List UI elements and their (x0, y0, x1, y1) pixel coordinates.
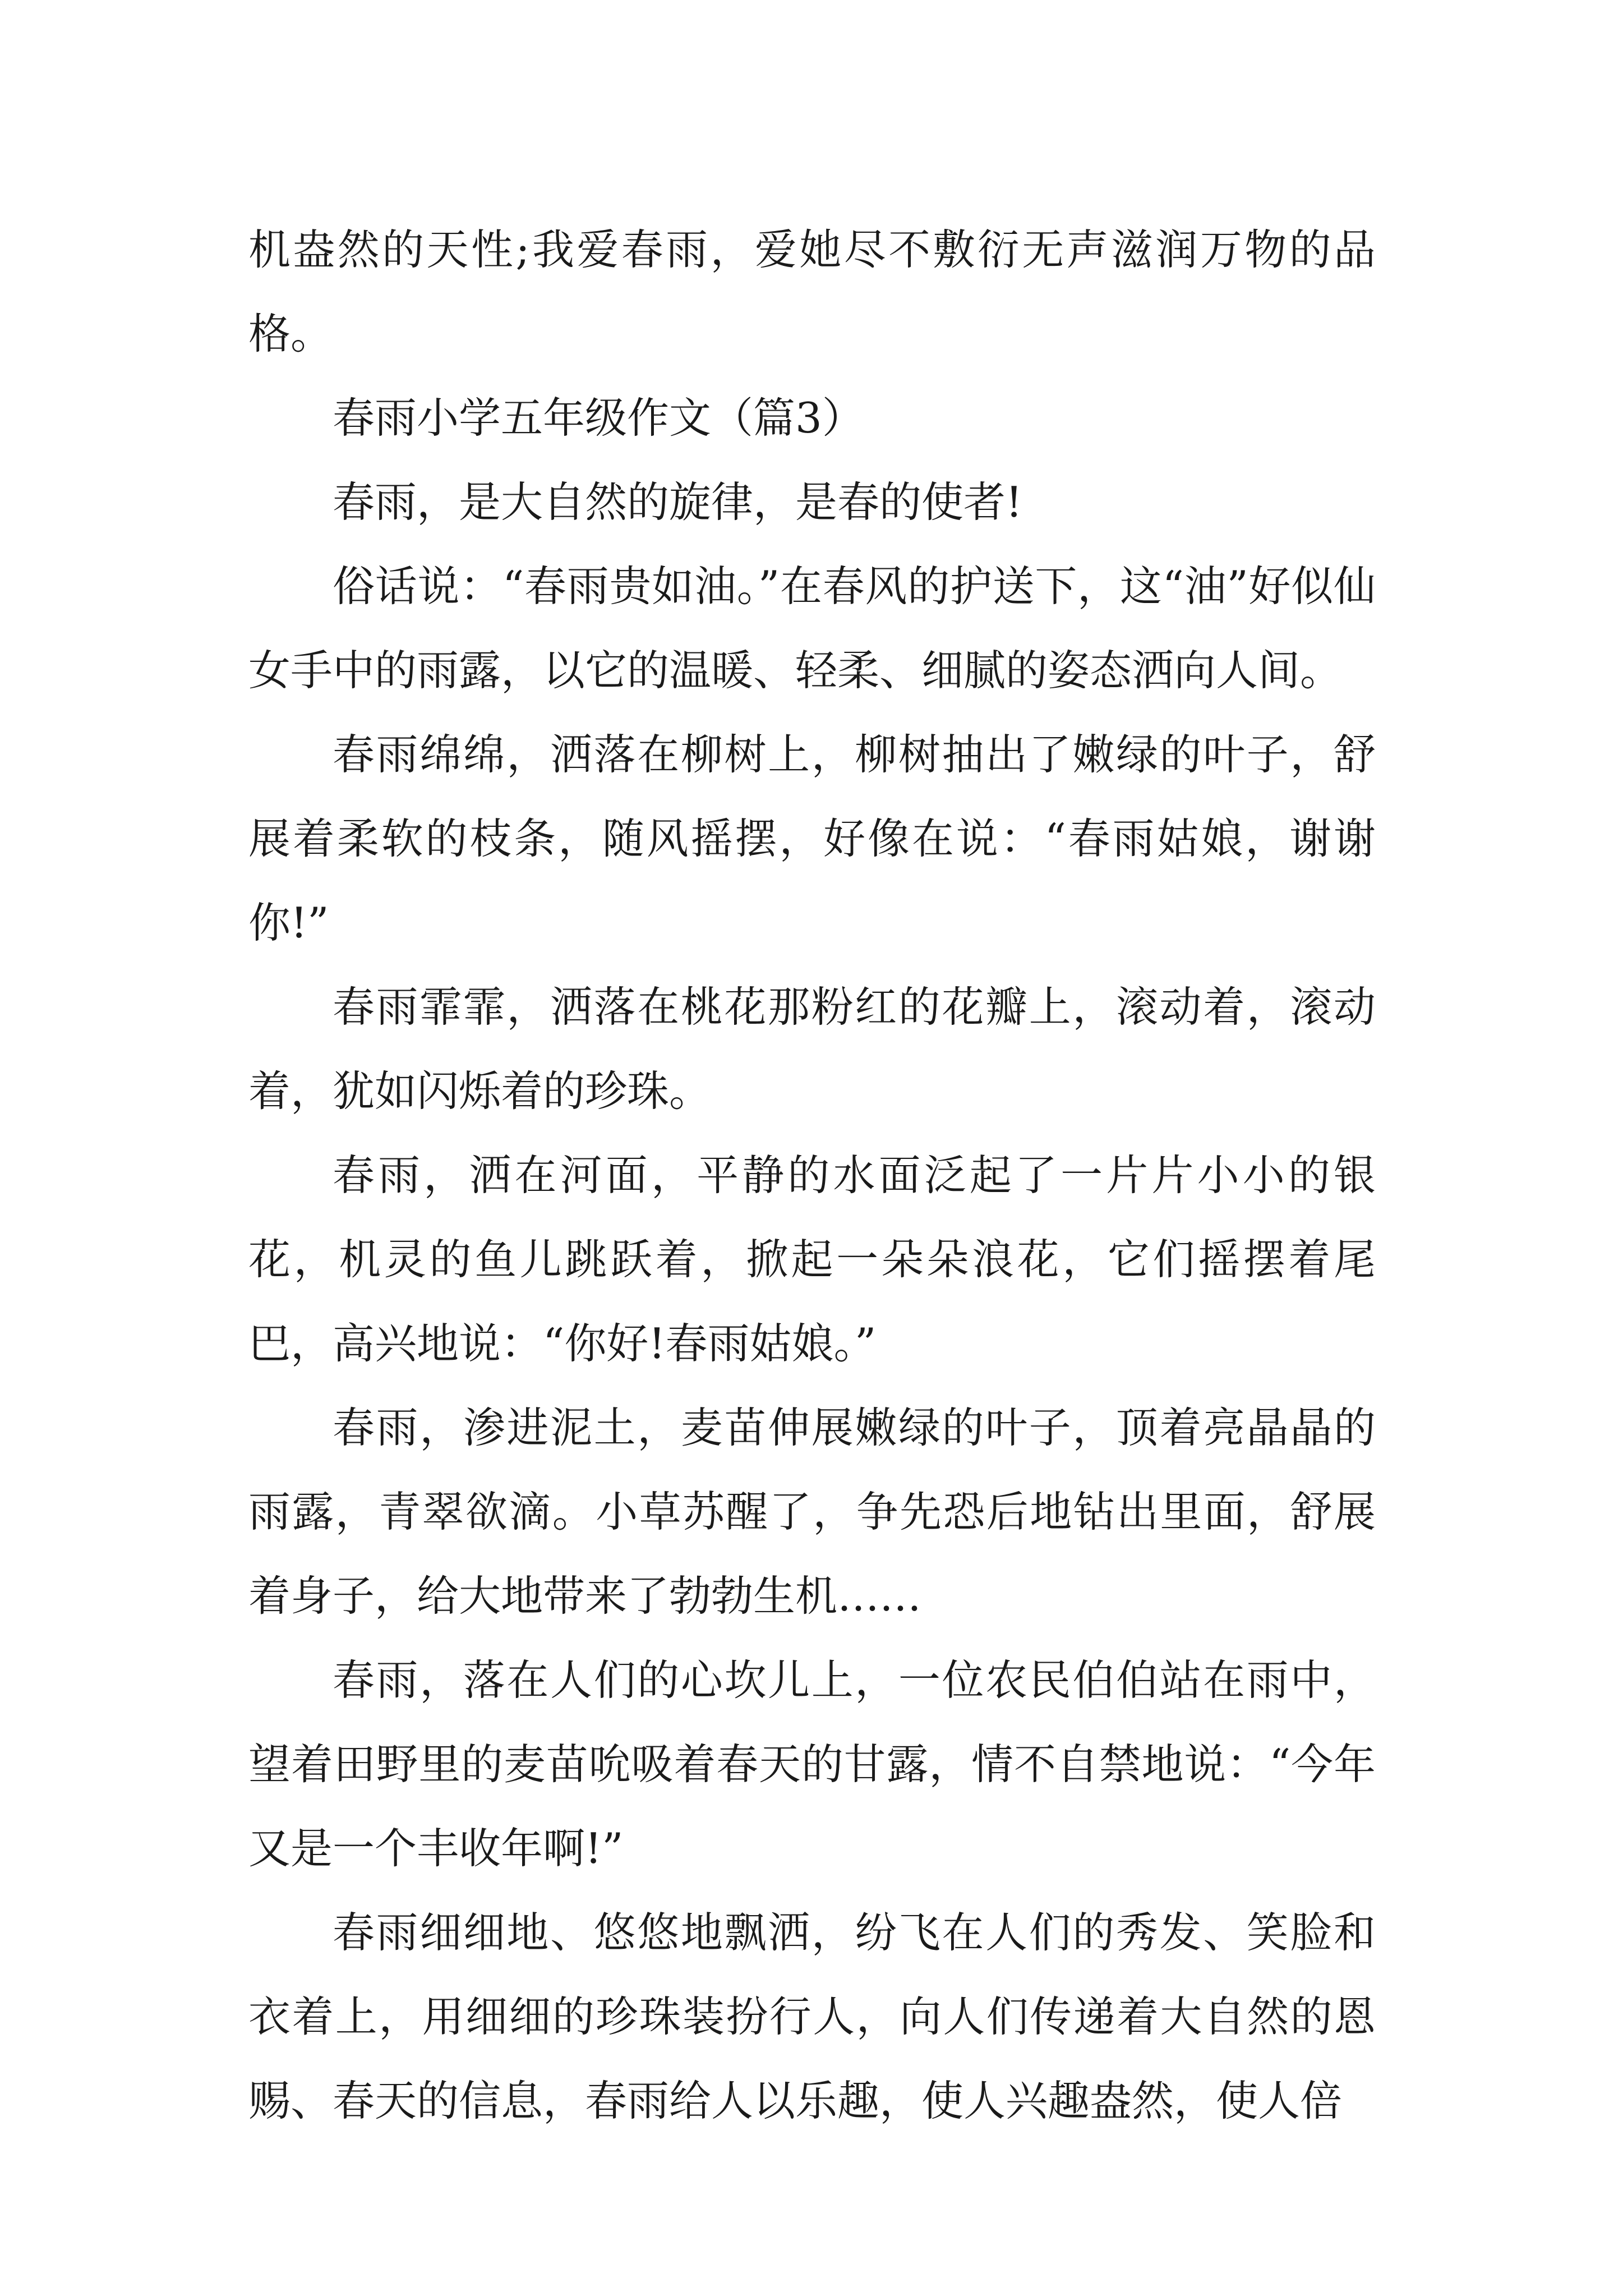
paragraph: 俗话说：“春雨贵如油。”在春风的护送下，这“油”好似仙女手中的雨露，以它的温暖、轻柔、细腻的姿态洒向人间。 (248, 562, 1376, 695)
paragraph: 春雨，洒在河面，平静的水面泛起了一片片小小的银花，机灵的鱼儿跳跃着，掀起一朵朵浪花，它们摇摆着尾巴，高兴地说：“你好!春雨姑娘。” (248, 1151, 1376, 1368)
section-heading: 春雨小学五年级作文（篇3） (333, 393, 864, 443)
paragraph: 春雨，落在人们的心坎儿上，一位农民伯伯站在雨中，望着田野里的麦苗吮吸着春天的甘露，情不自禁地说：“今年又是一个丰收年啊!” (248, 1655, 1376, 1873)
paragraph: 春雨绵绵，洒落在柳树上，柳树抽出了嫩绿的叶子，舒展着柔软的枝条，随风摇摆，好像在说：“春雨姑娘，谢谢你!” (248, 730, 1376, 947)
paragraph: 春雨霏霏，洒落在桃花那粉红的花瓣上，滚动着，滚动着，犹如闪烁着的珍珠。 (248, 982, 1376, 1116)
paragraph: 春雨，是大自然的旋律，是春的使者! (333, 477, 1023, 527)
paragraph: 春雨，渗进泥土，麦苗伸展嫩绿的叶子，顶着亮晶晶的雨露，青翠欲滴。小草苏醒了，争先恐后地钻出里面，舒展着身子，给大地带来了勃勃生机…… (248, 1403, 1376, 1621)
paragraph: 春雨细细地、悠悠地飘洒，纷飞在人们的秀发、笑脸和衣着上，用细细的珍珠装扮行人，向人们传递着大自然的恩赐、春天的信息，春雨给人以乐趣，使人兴趣盎然，使人倍 (248, 1908, 1376, 2125)
paragraph-continuation: 机盎然的天性;我爱春雨，爱她尽不敷衍无声滋润万物的品格。 (248, 225, 1376, 358)
article-body (248, 208, 1376, 2143)
